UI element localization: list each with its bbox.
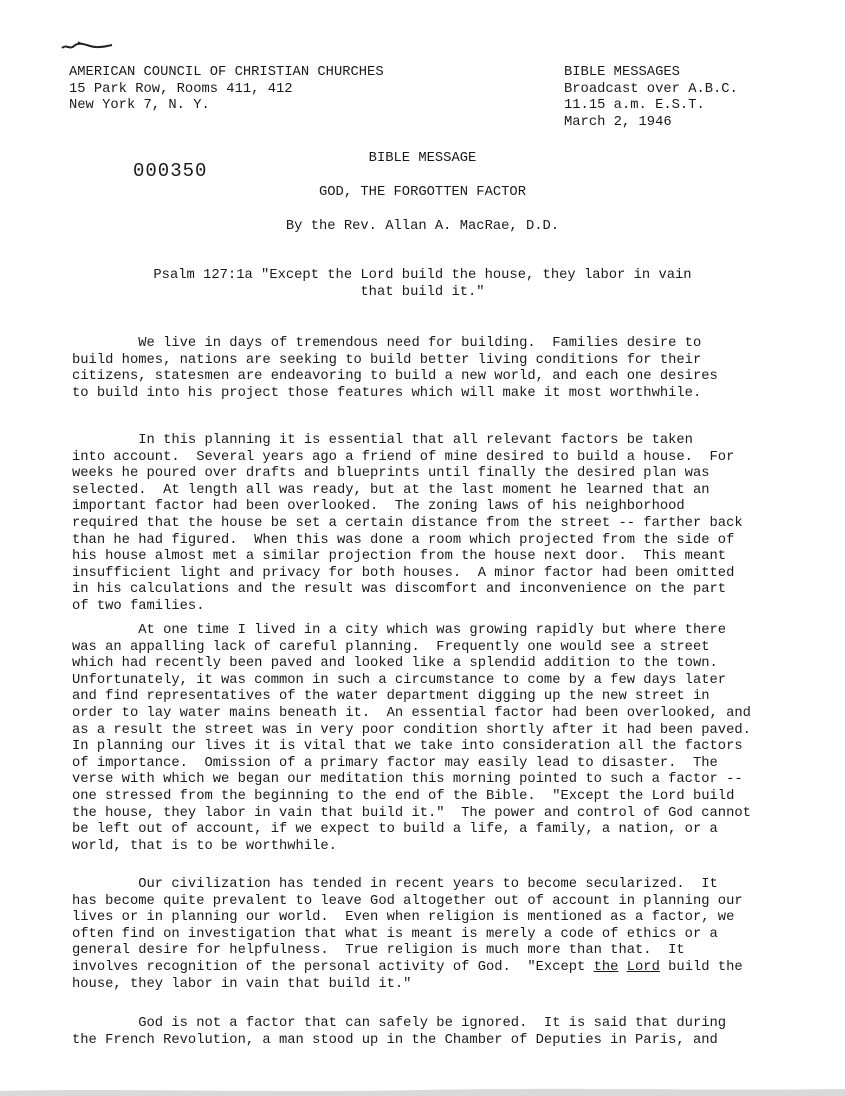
text-line: to build into his project those features which will make it most worthwhile.	[72, 385, 702, 401]
handwritten-mark	[60, 38, 114, 52]
text-line: In planning our lives it is vital that we take into consideration all the factors	[72, 739, 743, 755]
text-line: lives or in planning our world. Even when religion is mentioned as a factor, we	[72, 910, 735, 926]
verse-line: Psalm 127:1a "Except the Lord build the house, they labor in vain	[153, 268, 692, 283]
text-line: his house almost met a similar projection from the house next door. This meant	[72, 549, 727, 565]
paragraph	[72, 433, 743, 616]
text-line: house, they labor in vain that build it."	[72, 976, 412, 992]
paragraph	[72, 1016, 726, 1049]
header-right-line: Broadcast over A.B.C.	[564, 81, 738, 97]
text-line: order to lay water mains beneath it. An essential factor had been overlooked, and	[72, 705, 751, 721]
text-line: We live in days of tremendous need for building. Families desire to	[72, 336, 702, 351]
text-line: citizens, statesmen are endeavoring to build a new world, and each one desires	[72, 369, 718, 385]
text-line	[72, 960, 743, 977]
text-line: Our civilization has tended in recent years to become secularized. It	[72, 877, 718, 892]
header-right-line: 11.15 a.m. E.S.T.	[564, 98, 705, 114]
header-left-line: New York 7, N. Y.	[69, 98, 210, 114]
scripture-verse	[0, 268, 845, 301]
text-segment: build the	[659, 959, 743, 975]
text-line: build homes, nations are seeking to build better living conditions for their	[72, 352, 702, 368]
text-segment: involves recognition of the personal activity of God. "Except	[72, 959, 594, 975]
author-line: By the Rev. Allan A. MacRae, D.D.	[285, 219, 560, 234]
document-number: 000350	[133, 160, 208, 182]
text-line: as a result the street was in very poor condition shortly after it had been paved.	[72, 722, 751, 738]
text-line: the French Revolution, a man stood up in the Chamber of Deputies in Paris, and	[72, 1032, 718, 1048]
text-line: one stressed from the beginning to the end of the Bible. "Except the Lord build	[72, 788, 735, 804]
text-line: be left out of account, if we expect to build a life, a family, a nation, or a	[72, 822, 718, 838]
verse-line: that build it."	[360, 284, 485, 300]
text-line: required that the house be set a certain distance from the street -- farther back	[72, 515, 743, 531]
header-right-line: March 2, 1946	[564, 114, 672, 130]
broadcast-info	[564, 65, 738, 131]
text-line: important factor had been overlooked. The zoning laws of his neighborhood	[72, 499, 685, 515]
text-line: and find representatives of the water department digging up the new street in	[72, 689, 710, 705]
underlined-word: Lord	[626, 959, 660, 975]
header-left-line: 15 Park Row, Rooms 411, 412	[69, 81, 293, 97]
text-line: of importance. Omission of a primary factor may easily lead to disaster. The	[72, 755, 718, 771]
text-line: of two families.	[72, 598, 205, 614]
header-right-line: BIBLE MESSAGES	[564, 65, 680, 80]
text-line: was an appalling lack of careful planning. Frequently one would see a street	[72, 639, 710, 655]
text-line: general desire for helpfulness. True religion is much more than that. It	[72, 943, 685, 959]
message-title: GOD, THE FORGOTTEN FACTOR	[319, 185, 526, 200]
text-line: the house, they labor in vain that build it." The power and control of God cannot	[72, 805, 751, 821]
text-line: which had recently been paved and looked like a splendid addition to the town.	[72, 656, 718, 672]
text-line: into account. Several years ago a friend of mine desired to build a house. For	[72, 449, 735, 465]
text-line: selected. At length all was ready, but at the last moment he learned that an	[72, 482, 710, 498]
message-kind: BIBLE MESSAGE	[368, 151, 477, 166]
text-line: Unfortunately, it was common in such a circumstance to come by a few days later	[72, 672, 727, 688]
text-line: God is not a factor that can safely be ignored. It is said that during	[72, 1016, 727, 1031]
text-line: weeks he poured over drafts and blueprints until finally the desired plan was	[72, 466, 710, 482]
header-left-line: AMERICAN COUNCIL OF CHRISTIAN CHURCHES	[69, 65, 384, 80]
page-edge-shadow	[0, 1082, 845, 1096]
sender-address	[69, 65, 384, 115]
paragraph	[72, 623, 751, 855]
text-line: often find on investigation that what is meant is merely a code of ethics or a	[72, 926, 718, 942]
text-line: At one time I lived in a city which was growing rapidly but where there	[72, 623, 727, 638]
text-line: in his calculations and the result was discomfort and inconvenience on the part	[72, 582, 727, 598]
text-line: world, that is to be worthwhile.	[72, 838, 337, 854]
text-segment	[618, 960, 626, 975]
underlined-word: the	[593, 959, 619, 975]
text-line: verse with which we began our meditation this morning pointed to such a factor --	[72, 772, 743, 788]
text-line: than he had figured. When this was done a room which projected from the side of	[72, 532, 735, 548]
text-line: In this planning it is essential that all relevant factors be taken	[72, 433, 693, 448]
paragraph	[72, 877, 743, 993]
paragraph	[72, 336, 718, 402]
text-line: insufficient light and privacy for both houses. A minor factor had been omitted	[72, 565, 735, 581]
text-line: has become quite prevalent to leave God altogether out of account in planning our	[72, 893, 743, 909]
